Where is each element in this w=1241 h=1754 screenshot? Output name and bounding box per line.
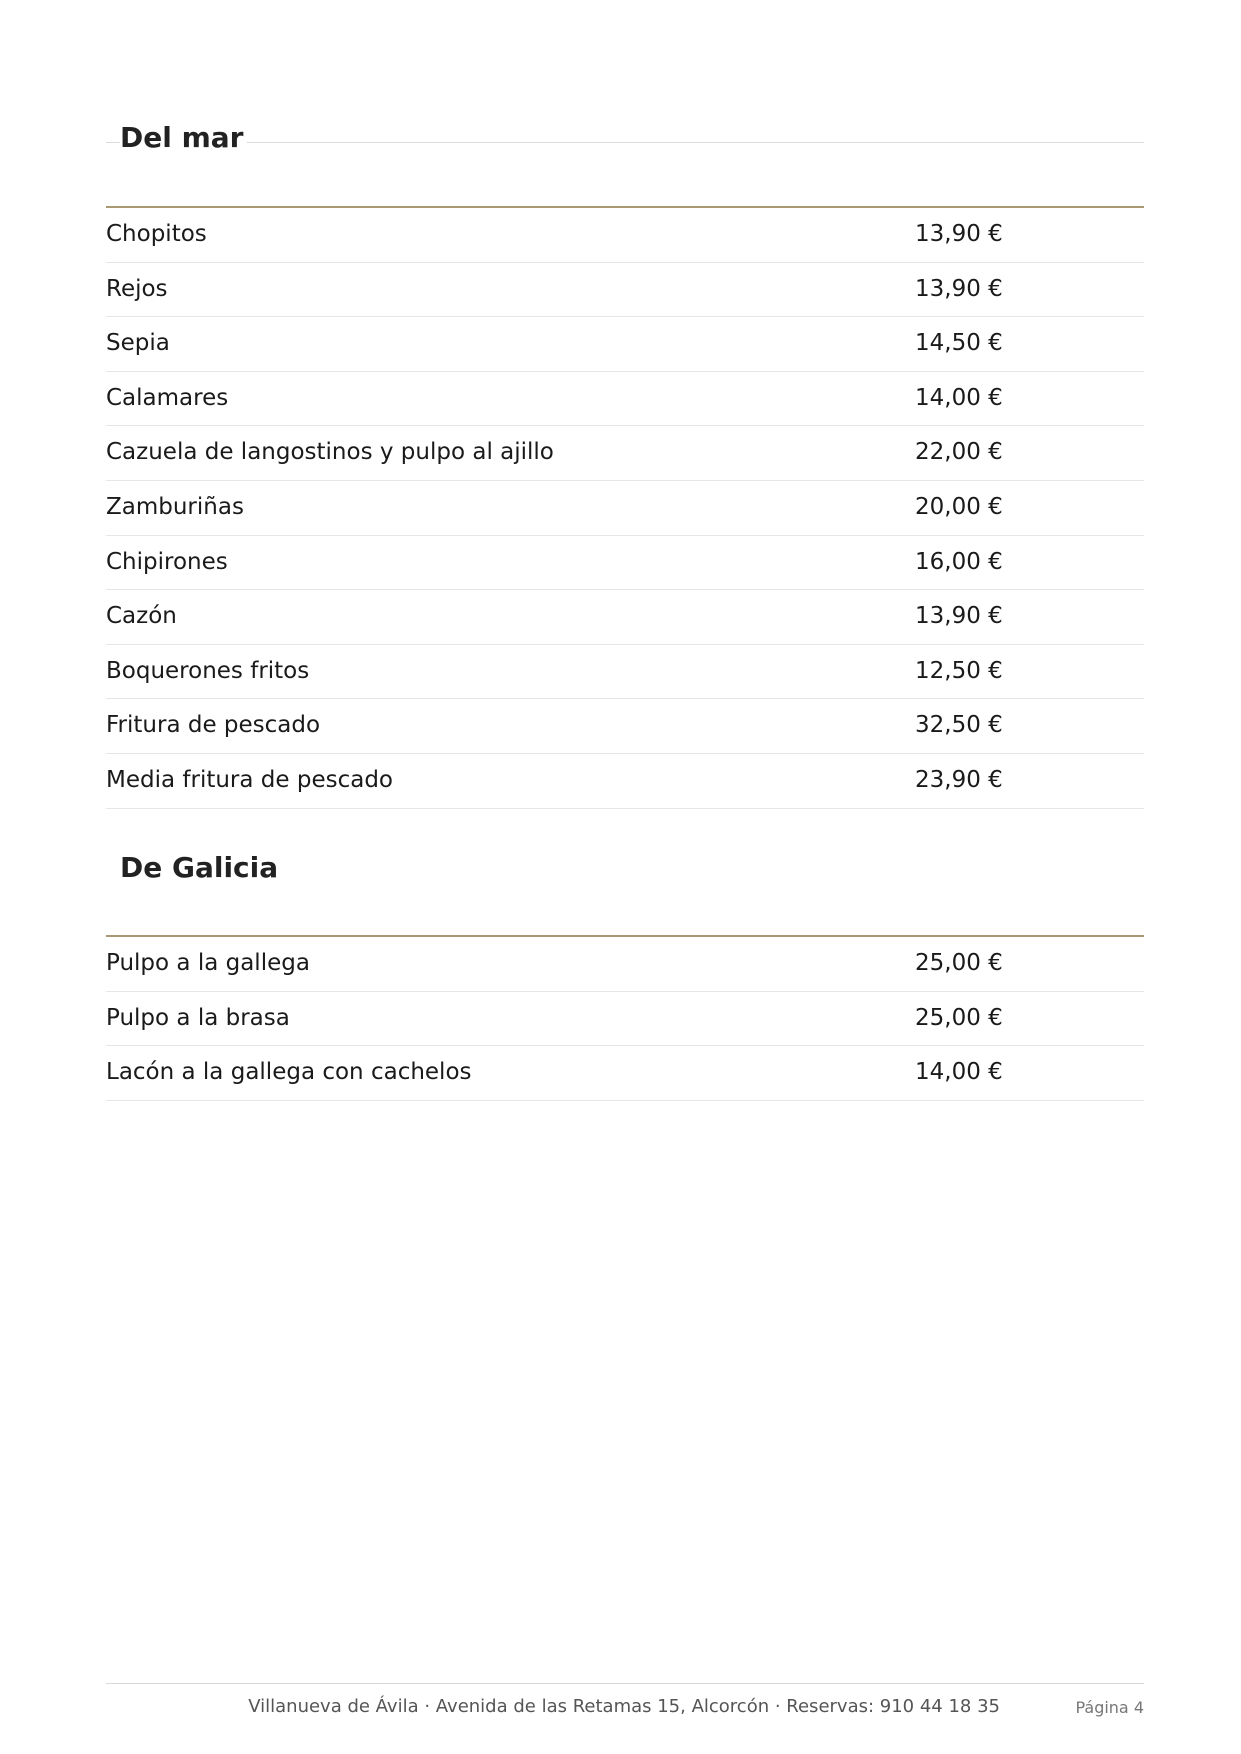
item-name: Lacón a la gallega con cachelos [106, 1059, 472, 1086]
item-price: 12,50 € [915, 657, 1003, 684]
item-name: Media fritura de pescado [106, 766, 393, 793]
menu-item-row [106, 263, 1144, 318]
section-title: Del mar [120, 121, 247, 154]
item-price: 20,00 € [915, 493, 1003, 520]
item-price: 14,50 € [915, 330, 1003, 357]
menu-item-row [106, 992, 1144, 1047]
page-number: Página 4 [1075, 1698, 1144, 1717]
section-title: De Galicia [120, 851, 282, 884]
item-price: 14,00 € [915, 1059, 1003, 1086]
title-divider [106, 142, 1144, 143]
item-name: Pulpo a la gallega [106, 950, 310, 976]
menu-item-row [106, 699, 1144, 754]
item-price: 14,00 € [915, 384, 1003, 411]
item-name: Fritura de pescado [106, 712, 321, 739]
item-name: Rejos [106, 275, 168, 302]
menu-item-row [106, 590, 1144, 645]
menu-items-list [106, 208, 1144, 809]
menu-item-row [106, 937, 1144, 992]
item-price: 23,90 € [915, 766, 1003, 793]
section-heading [106, 121, 1144, 181]
item-price: 13,90 € [915, 275, 1003, 302]
item-name: Cazuela de langostinos y pulpo al ajillo [106, 439, 554, 466]
item-name: Sepia [106, 330, 170, 357]
item-name: Chopitos [106, 221, 207, 247]
menu-item-row [106, 1046, 1144, 1101]
menu-item-row [106, 208, 1144, 263]
item-price: 32,50 € [915, 712, 1003, 739]
section-heading [106, 851, 1144, 911]
menu-item-row [106, 645, 1144, 700]
item-price: 25,00 € [915, 950, 1003, 976]
footer-address: Villanueva de Ávila · Avenida de las Retamas 15, Alcorcón · Reservas: 910 44 18 35 [248, 1696, 1000, 1717]
menu-item-row [106, 426, 1144, 481]
item-price: 22,00 € [915, 439, 1003, 466]
item-price: 25,00 € [915, 1004, 1003, 1031]
menu-item-row [106, 481, 1144, 536]
item-name: Boquerones fritos [106, 657, 310, 684]
section-del-mar [106, 121, 1144, 793]
footer-divider [106, 1683, 1144, 1684]
item-price: 13,90 € [915, 221, 1003, 247]
item-name: Calamares [106, 384, 229, 411]
section-de-galicia [106, 851, 1144, 1086]
menu-item-row [106, 372, 1144, 427]
item-name: Zamburiñas [106, 493, 244, 520]
item-name: Cazón [106, 603, 177, 630]
item-price: 16,00 € [915, 548, 1003, 575]
item-name: Chipirones [106, 548, 228, 575]
item-name: Pulpo a la brasa [106, 1004, 290, 1031]
item-price: 13,90 € [915, 603, 1003, 630]
menu-item-row [106, 536, 1144, 591]
menu-item-row [106, 317, 1144, 372]
menu-item-row [106, 754, 1144, 809]
menu-items-list [106, 937, 1144, 1101]
